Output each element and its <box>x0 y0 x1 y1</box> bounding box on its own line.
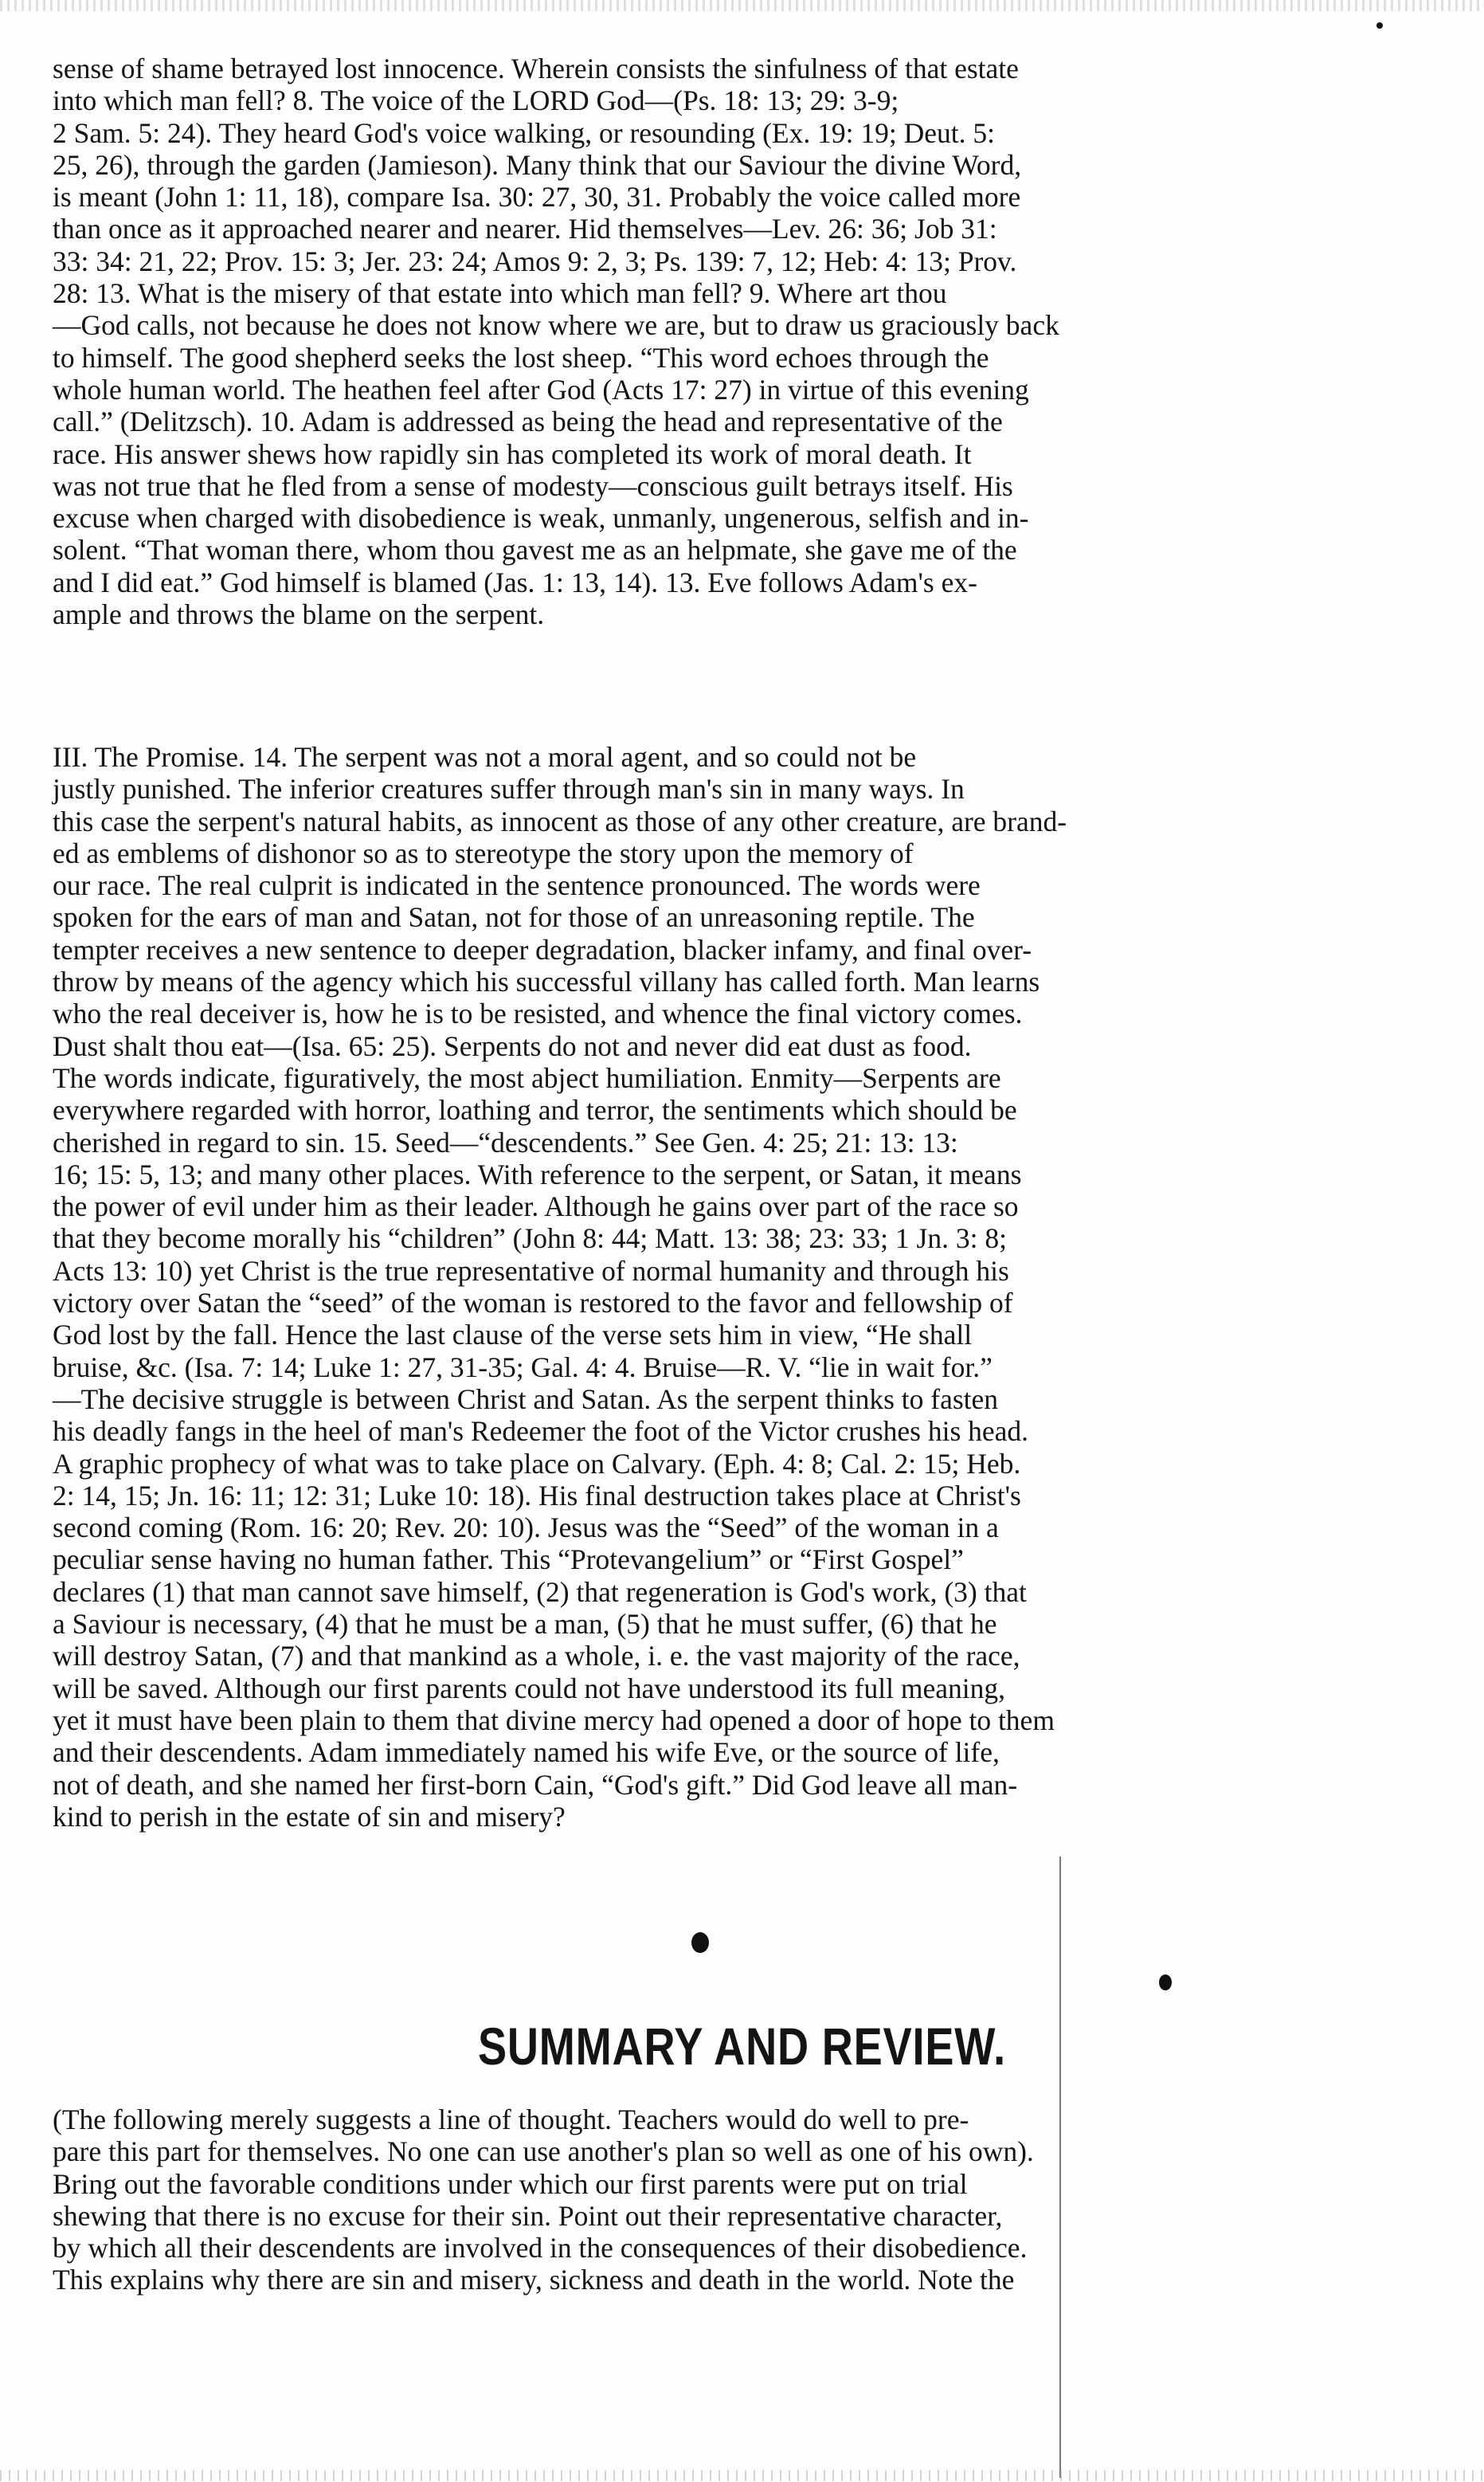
text-line: this case the serpent's natural habits, as innocent as those of any other creature, are brand- <box>53 805 1067 837</box>
text-line: second coming (Rom. 16: 20; Rev. 20: 10). Jesus was the “Seed” of the woman in a <box>53 1512 999 1544</box>
text-line: bruise, &c. (Isa. 7: 14; Luke 1: 27, 31-35; Gal. 4: 4. Bruise—R. V. “lie in wait for.” <box>53 1351 993 1383</box>
text-line: 2 Sam. 5: 24). They heard God's voice walking, or resounding (Ex. 19: 19; Deut. 5: <box>53 116 995 149</box>
text-line: God lost by the fall. Hence the last clause of the verse sets him in view, “He shall <box>53 1319 973 1351</box>
text-line: by which all their descendents are involved in the consequences of their disobedience. <box>53 2232 1028 2264</box>
text-line: 25, 26), through the garden (Jamieson). Many think that our Saviour the divine Word, <box>53 148 1022 181</box>
text-line: race. His answer shews how rapidly sin has completed its work of moral death. It <box>53 437 972 470</box>
text-line: not of death, and she named her first-born Cain, “God's gift.” Did God leave all man- <box>53 1768 1018 1801</box>
text-line: declares (1) that man cannot save himself, (2) that regeneration is God's work, (3) that <box>53 1575 1027 1608</box>
text-line: and their descendents. Adam immediately named his wife Eve, or the source of life, <box>53 1736 1000 1769</box>
text-line: ed as emblems of dishonor so as to stereotype the story upon the memory of <box>53 837 914 869</box>
text-line: will destroy Satan, (7) and that mankind as a whole, i. e. the vast majority of the race, <box>53 1640 1020 1672</box>
text-line: III. The Promise. 14. The serpent was not a moral agent, and so could not be <box>53 741 917 773</box>
text-line: —God calls, not because he does not know where we are, but to draw us graciously back <box>53 309 1059 342</box>
text-line: to himself. The good shepherd seeks the lost sheep. “This word echoes through the <box>53 341 989 374</box>
text-line: Dust shalt thou eat—(Isa. 65: 25). Serpents do not and never did eat dust as food. <box>53 1029 972 1062</box>
ink-blot <box>691 1932 709 1953</box>
text-line: shewing that there is no excuse for their sin. Point out their representative character, <box>53 2199 1003 2232</box>
text-line: spoken for the ears of man and Satan, not for those of an unreasoning reptile. The <box>53 901 975 934</box>
text-line: 33: 34: 21, 22; Prov. 15: 3; Jer. 23: 24; Amos 9: 2, 3; Ps. 139: 7, 12; Heb: 4: 13; Prov. <box>53 245 1017 277</box>
text-line: 2: 14, 15; Jn. 16: 11; 12: 31; Luke 10: 18). His final destruction takes place at Christ's <box>53 1479 1021 1512</box>
text-line: pare this part for themselves. No one can use another's plan so well as one of his own). <box>53 2135 1034 2168</box>
text-line: The words indicate, figuratively, the most abject humiliation. Enmity—Serpents are <box>53 1061 1001 1094</box>
text-line: —The decisive struggle is between Christ and Satan. As the serpent thinks to fasten <box>53 1382 999 1415</box>
text-line: into which man fell? 8. The voice of the LORD God—(Ps. 18: 13; 29: 3-9; <box>53 84 899 117</box>
text-line: yet it must have been plain to them that divine mercy had opened a door of hope to them <box>53 1704 1055 1736</box>
summary-paragraph <box>53 2104 1407 2296</box>
text-line: everywhere regarded with horror, loathing and terror, the sentiments which should be <box>53 1094 1017 1127</box>
text-line: tempter receives a new sentence to deeper degradation, blacker infamy, and final over- <box>53 933 1032 966</box>
text-line: cherished in regard to sin. 15. Seed—“descendents.” See Gen. 4: 25; 21: 13: 13: <box>53 1126 958 1159</box>
text-line: excuse when charged with disobedience is weak, unmanly, ungenerous, selfish and in- <box>53 502 1029 535</box>
top-edge-noise <box>0 0 1484 11</box>
commentary-paragraph-1 <box>53 53 1407 630</box>
text-line: and I did eat.” God himself is blamed (Jas. 1: 13, 14). 13. Eve follows Adam's ex- <box>53 566 977 598</box>
text-line: who the real deceiver is, how he is to be resisted, and whence the final victory comes. <box>53 998 1023 1030</box>
text-line: his deadly fangs in the heel of man's Redeemer the foot of the Victor crushes his head. <box>53 1415 1029 1448</box>
text-line: than once as it approached nearer and nearer. Hid themselves—Lev. 26: 36; Job 31: <box>53 213 997 245</box>
text-line: is meant (John 1: 11, 18), compare Isa. 30: 27, 30, 31. Probably the voice called more <box>53 181 1021 214</box>
text-line: kind to perish in the estate of sin and misery? <box>53 1800 566 1833</box>
bottom-edge-noise <box>0 2470 1484 2481</box>
text-line: Acts 13: 10) yet Christ is the true representative of normal humanity and through his <box>53 1254 1009 1287</box>
ink-mark <box>1376 22 1383 29</box>
text-line: that they become morally his “children” (John 8: 44; Matt. 13: 38; 23: 33; 1 Jn. 3: 8; <box>53 1222 1007 1255</box>
ink-blot <box>1159 1974 1172 1990</box>
summary-heading: SUMMARY AND REVIEW. <box>477 2017 1007 2076</box>
text-line: peculiar sense having no human father. This “Protevangelium” or “First Gospel” <box>53 1543 964 1576</box>
text-line: whole human world. The heathen feel after God (Acts 17: 27) in virtue of this evening <box>53 373 1029 406</box>
text-line: was not true that he fled from a sense of modesty—conscious guilt betrays itself. His <box>53 469 1013 502</box>
text-line: will be saved. Although our first parents could not have understood its full meaning, <box>53 1672 1005 1704</box>
text-line: ample and throws the blame on the serpent. <box>53 598 545 631</box>
commentary-paragraph-2 <box>53 741 1407 1833</box>
text-line: A graphic prophecy of what was to take place on Calvary. (Eph. 4: 8; Cal. 2: 15; Heb. <box>53 1447 1021 1480</box>
text-line: 16; 15: 5, 13; and many other places. With reference to the serpent, or Satan, it means <box>53 1158 1022 1190</box>
text-line: a Saviour is necessary, (4) that he must be a man, (5) that he must suffer, (6) that he <box>53 1608 997 1641</box>
fold-line <box>1059 1857 1061 2478</box>
text-line: Bring out the favorable conditions under which our first parents were put on trial <box>53 2167 968 2200</box>
text-line: 28: 13. What is the misery of that estate into which man fell? 9. Where art thou <box>53 277 947 310</box>
text-line: justly punished. The inferior creatures suffer through man's sin in many ways. In <box>53 773 965 806</box>
text-line: solent. “That woman there, whom thou gavest me as an helpmate, she gave me of the <box>53 534 1017 567</box>
text-line: This explains why there are sin and misery, sickness and death in the world. Note the <box>53 2264 1015 2296</box>
text-line: throw by means of the agency which his successful villany has called forth. Man learns <box>53 966 1040 998</box>
text-line: the power of evil under him as their leader. Although he gains over part of the race so <box>53 1190 1019 1223</box>
text-line: call.” (Delitzsch). 10. Adam is addressed as being the head and representative of the <box>53 406 1003 438</box>
text-line: (The following merely suggests a line of thought. Teachers would do well to pre- <box>53 2104 969 2135</box>
text-line: victory over Satan the “seed” of the woman is restored to the favor and fellowship of <box>53 1287 1013 1319</box>
text-line: sense of shame betrayed lost innocence. Wherein consists the sinfulness of that estate <box>53 53 1019 84</box>
text-line: our race. The real culprit is indicated in the sentence pronounced. The words were <box>53 869 981 902</box>
